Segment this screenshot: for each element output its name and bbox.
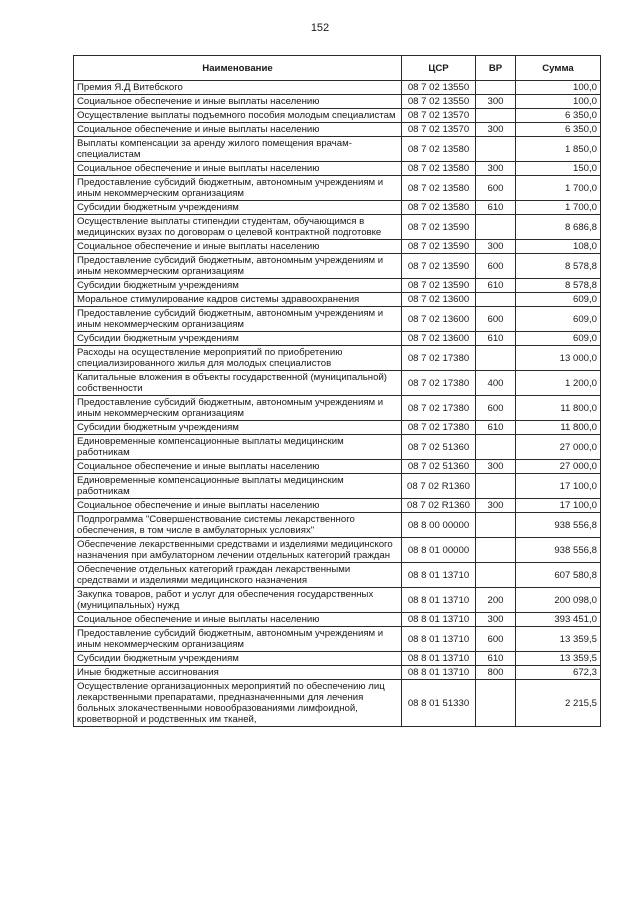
row-vr-cell: 610 [476,279,516,293]
row-vr-cell [476,680,516,727]
row-vr-cell: 800 [476,666,516,680]
table-body [74,81,601,727]
row-name-cell: Моральное стимулирование кадров системы здравоохранения [74,293,402,307]
row-csr-cell: 08 8 01 13710 [402,613,476,627]
table-row [74,81,601,95]
row-sum-cell: 2 215,5 [516,680,601,727]
row-sum-cell: 609,0 [516,332,601,346]
row-name-cell: Социальное обеспечение и иные выплаты населению [74,123,402,137]
row-name-cell: Обеспечение отдельных категорий граждан лекарственными средствами и изделиями медицинского назначения [74,563,402,588]
row-sum-cell: 108,0 [516,240,601,254]
header-csr: ЦСР [402,56,476,81]
row-csr-cell: 08 8 01 00000 [402,538,476,563]
table-row [74,474,601,499]
row-vr-cell: 610 [476,201,516,215]
row-vr-cell: 300 [476,95,516,109]
row-sum-cell: 100,0 [516,95,601,109]
table-row [74,666,601,680]
row-name-cell: Предоставление субсидий бюджетным, автономным учреждениям и иным некоммерческим организациям [74,176,402,201]
row-sum-cell: 17 100,0 [516,499,601,513]
row-vr-cell [476,513,516,538]
row-name-cell: Социальное обеспечение и иные выплаты населению [74,240,402,254]
row-name-cell: Иные бюджетные ассигнования [74,666,402,680]
row-vr-cell [476,563,516,588]
row-csr-cell: 08 8 01 13710 [402,563,476,588]
header-row [74,56,601,81]
table-row [74,95,601,109]
header-vr: ВР [476,56,516,81]
row-sum-cell: 393 451,0 [516,613,601,627]
row-sum-cell: 13 359,5 [516,652,601,666]
row-vr-cell [476,137,516,162]
row-vr-cell: 300 [476,123,516,137]
table-row [74,538,601,563]
row-csr-cell: 08 7 02 13590 [402,279,476,293]
row-name-cell: Субсидии бюджетным учреждениям [74,201,402,215]
row-vr-cell [476,109,516,123]
row-csr-cell: 08 7 02 13580 [402,137,476,162]
row-sum-cell: 1 700,0 [516,201,601,215]
row-sum-cell: 609,0 [516,307,601,332]
table-row [74,652,601,666]
row-vr-cell: 600 [476,176,516,201]
row-name-cell: Капитальные вложения в объекты государственной (муниципальной) собственности [74,371,402,396]
row-vr-cell [476,346,516,371]
table-row [74,240,601,254]
table-row [74,109,601,123]
row-csr-cell: 08 7 02 13600 [402,293,476,307]
row-vr-cell [476,81,516,95]
budget-table [73,55,601,727]
row-vr-cell: 600 [476,307,516,332]
row-sum-cell: 938 556,8 [516,538,601,563]
row-sum-cell: 609,0 [516,293,601,307]
row-sum-cell: 6 350,0 [516,109,601,123]
row-vr-cell: 300 [476,613,516,627]
row-csr-cell: 08 7 02 13590 [402,215,476,240]
row-csr-cell: 08 7 02 51360 [402,435,476,460]
table-row [74,613,601,627]
row-name-cell: Предоставление субсидий бюджетным, автономным учреждениям и иным некоммерческим организациям [74,307,402,332]
row-csr-cell: 08 8 01 13710 [402,588,476,613]
row-sum-cell: 17 100,0 [516,474,601,499]
row-vr-cell: 200 [476,588,516,613]
row-csr-cell: 08 7 02 13550 [402,81,476,95]
row-vr-cell: 600 [476,396,516,421]
row-csr-cell: 08 7 02 13580 [402,162,476,176]
row-vr-cell [476,474,516,499]
row-name-cell: Предоставление субсидий бюджетным, автономным учреждениям и иным некоммерческим организациям [74,627,402,652]
row-sum-cell: 13 359,5 [516,627,601,652]
table-row [74,627,601,652]
table-row [74,396,601,421]
row-csr-cell: 08 7 02 13590 [402,240,476,254]
header-name: Наименование [74,56,402,81]
row-sum-cell: 6 350,0 [516,123,601,137]
row-name-cell: Социальное обеспечение и иные выплаты населению [74,499,402,513]
row-vr-cell: 600 [476,254,516,279]
row-csr-cell: 08 7 02 13580 [402,176,476,201]
table-row [74,254,601,279]
row-csr-cell: 08 7 02 13570 [402,109,476,123]
row-sum-cell: 938 556,8 [516,513,601,538]
table-row [74,460,601,474]
row-csr-cell: 08 7 02 R1360 [402,499,476,513]
row-name-cell: Субсидии бюджетным учреждениям [74,279,402,293]
row-vr-cell [476,293,516,307]
row-vr-cell: 300 [476,240,516,254]
row-sum-cell: 607 580,8 [516,563,601,588]
row-name-cell: Предоставление субсидий бюджетным, автономным учреждениям и иным некоммерческим организациям [74,396,402,421]
row-csr-cell: 08 8 01 13710 [402,666,476,680]
row-vr-cell: 300 [476,499,516,513]
row-name-cell: Обеспечение лекарственными средствами и изделиями медицинского назначения при амбулаторном лечении отдельных категорий граждан [74,538,402,563]
row-name-cell: Субсидии бюджетным учреждениям [74,421,402,435]
row-sum-cell: 672,3 [516,666,601,680]
row-sum-cell: 27 000,0 [516,460,601,474]
row-csr-cell: 08 7 02 13600 [402,332,476,346]
row-name-cell: Осуществление выплаты стипендии студентам, обучающимся в медицинских вузах по договорам о целевой контрактной подготовке [74,215,402,240]
row-vr-cell: 610 [476,332,516,346]
table-row [74,346,601,371]
row-sum-cell: 150,0 [516,162,601,176]
table-row [74,371,601,396]
row-csr-cell: 08 7 02 51360 [402,460,476,474]
row-vr-cell [476,215,516,240]
row-name-cell: Осуществление выплаты подъемного пособия молодым специалистам [74,109,402,123]
row-sum-cell: 1 850,0 [516,137,601,162]
table-row [74,215,601,240]
row-name-cell: Предоставление субсидий бюджетным, автономным учреждениям и иным некоммерческим организациям [74,254,402,279]
row-name-cell: Социальное обеспечение и иные выплаты населению [74,95,402,109]
row-vr-cell: 300 [476,162,516,176]
row-name-cell: Осуществление организационных мероприятий по обеспечению лиц лекарственными препаратами, предназначенными для лечения больных злокачественными новообразованиями лимфоидной, кроветворной и родственных им тканей, [74,680,402,727]
table-row [74,176,601,201]
table-row [74,680,601,727]
row-vr-cell: 600 [476,627,516,652]
row-csr-cell: 08 8 00 00000 [402,513,476,538]
row-csr-cell: 08 7 02 17380 [402,346,476,371]
row-name-cell: Субсидии бюджетным учреждениям [74,652,402,666]
table-row [74,279,601,293]
row-vr-cell [476,538,516,563]
row-sum-cell: 13 000,0 [516,346,601,371]
row-csr-cell: 08 8 01 51330 [402,680,476,727]
row-sum-cell: 8 578,8 [516,279,601,293]
row-csr-cell: 08 7 02 13590 [402,254,476,279]
row-name-cell: Закупка товаров, работ и услуг для обеспечения государственных (муниципальных) нужд [74,588,402,613]
row-sum-cell: 27 000,0 [516,435,601,460]
row-sum-cell: 11 800,0 [516,396,601,421]
row-sum-cell: 200 098,0 [516,588,601,613]
table-row [74,332,601,346]
row-name-cell: Единовременные компенсационные выплаты медицинским работникам [74,474,402,499]
row-vr-cell: 610 [476,652,516,666]
row-name-cell: Социальное обеспечение и иные выплаты населению [74,460,402,474]
row-name-cell: Социальное обеспечение и иные выплаты населению [74,613,402,627]
table-row [74,201,601,215]
table-row [74,499,601,513]
row-sum-cell: 8 578,8 [516,254,601,279]
row-vr-cell [476,435,516,460]
table-row [74,435,601,460]
row-csr-cell: 08 7 02 17380 [402,371,476,396]
row-name-cell: Субсидии бюджетным учреждениям [74,332,402,346]
row-vr-cell: 610 [476,421,516,435]
table-row [74,563,601,588]
table-row [74,513,601,538]
row-csr-cell: 08 7 02 17380 [402,421,476,435]
row-name-cell: Социальное обеспечение и иные выплаты населению [74,162,402,176]
table-row [74,137,601,162]
row-csr-cell: 08 8 01 13710 [402,627,476,652]
table-row [74,421,601,435]
page-number: 152 [310,22,330,34]
table-row [74,588,601,613]
row-csr-cell: 08 7 02 13600 [402,307,476,332]
row-csr-cell: 08 7 02 R1360 [402,474,476,499]
row-sum-cell: 11 800,0 [516,421,601,435]
row-sum-cell: 1 700,0 [516,176,601,201]
row-name-cell: Премия Я.Д Витебского [74,81,402,95]
table-row [74,162,601,176]
row-csr-cell: 08 7 02 13570 [402,123,476,137]
row-sum-cell: 100,0 [516,81,601,95]
row-sum-cell: 1 200,0 [516,371,601,396]
table-row [74,307,601,332]
table-row [74,293,601,307]
row-csr-cell: 08 8 01 13710 [402,652,476,666]
row-csr-cell: 08 7 02 13580 [402,201,476,215]
row-csr-cell: 08 7 02 13550 [402,95,476,109]
row-vr-cell: 300 [476,460,516,474]
header-sum: Сумма [516,56,601,81]
row-name-cell: Подпрограмма "Совершенствование системы лекарственного обеспечения, в том числе в амбулаторных условиях" [74,513,402,538]
row-name-cell: Выплаты компенсации за аренду жилого помещения врачам-специалистам [74,137,402,162]
row-csr-cell: 08 7 02 17380 [402,396,476,421]
row-sum-cell: 8 686,8 [516,215,601,240]
row-name-cell: Расходы на осуществление мероприятий по приобретению специализированного жилья для молодых специалистов [74,346,402,371]
table-row [74,123,601,137]
row-vr-cell: 400 [476,371,516,396]
row-name-cell: Единовременные компенсационные выплаты медицинским работникам [74,435,402,460]
